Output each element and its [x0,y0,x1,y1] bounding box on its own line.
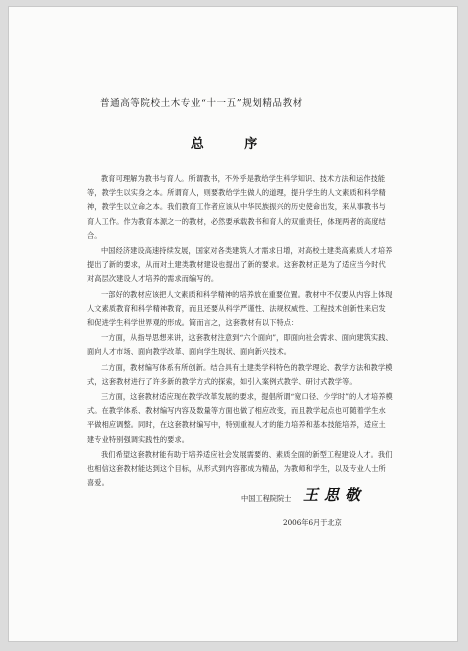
page-title: 总 序 [190,137,276,152]
preface-body [87,172,393,490]
paragraph-7: 我们希望这套教材能有助于培养适应社会发展需要的、素质全面的新型工程建设人才。我们也相信这套教材能达到这个目标，从形式到内容都成为精品，为教师和学生，以及专业人士所喜爱。 [87,449,393,488]
series-heading: 普通高等院校土木专业“十一五”规划精品教材 [100,98,303,109]
handwritten-signature: 王思敬 [303,486,367,504]
paragraph-1: 教育可理解为教书与育人。所谓教书，不外乎是教给学生科学知识、技术方法和运作技能等，教学生以实身之本。所谓育人，则要教给学生做人的道理，提升学生的人文素质和科学精神，教学生以立命之本。我们教育工作者应该从中华民族振兴的历史使命出发，来从事教书与育人工作。作为教育本源之一的教材，必然要承载教书和育人的双重责任，体现两者的高度结合。 [87,174,386,240]
signature-organization: 中国工程院院士 [241,494,292,503]
signature-date: 2006年6月于北京 [283,518,342,527]
paragraph-3: 一部好的教材应该把人文素质和科学精神的培养放在重要位置。教材中不仅要从内容上体现人文素质教育和科学精神教育，而且还要从科学严谨性、法规权威性、工程技术创新性来启发和促进学生科学世界观的形成。简而言之，这套教材有以下特点： [87,289,393,328]
document-page [8,6,458,642]
paragraph-5: 二方面，教材编写体系有所创新。结合具有土建类学科特色的教学理论、教学方法和教学模式，这套教材进行了许多新的教学方式的探索，如引入案例式教学、研讨式教学等。 [87,362,393,386]
paragraph-4: 一方面，从指导思想来讲，这套教材注意到“六个面向”，即面向社会需求、面向建筑实践、面向人才市场、面向教学改革、面向学生现状、面向新兴技术。 [87,333,393,357]
paragraph-6: 三方面，这套教材适应现在教学改革发展的要求，提倡所谓“宽口径、少学时”的人才培养模式。在教学体系、教材编写内容及数量等方面也做了相应改变，而且教学起点也可随着学生水平做相应调整。同时，在这套教材编写中，特别重视人才的能力培养和基本技能培养，适应土建专业特别强调实践性的要求。 [87,392,393,444]
paragraph-2: 中国经济建设高速持续发展，国家对各类建筑人才需求日增，对高校土建类高素质人才培养提出了新的要求，从而对土建类教材建设也提出了新的要求。这套教材正是为了适应当今时代对高层次建设人才培养的需求而编写的。 [87,246,393,284]
